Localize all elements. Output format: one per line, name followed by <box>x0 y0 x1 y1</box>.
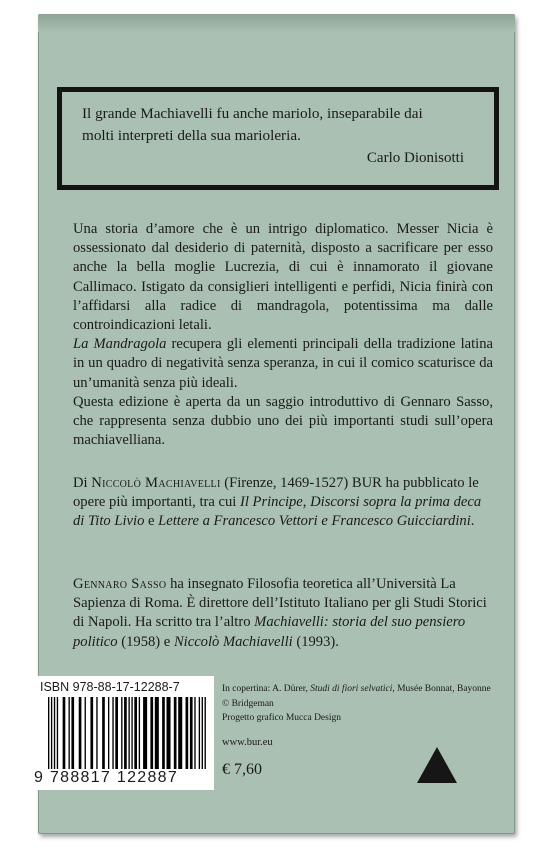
synopsis-paragraph-3: Questa edizione è aperta da un saggio introduttivo di Gennaro Sasso, che rappresenta senza dubbio uno dei più importanti studi sull’opera machiavelliana. <box>73 393 493 449</box>
cover-credit-suffix: , Musée Bonnat, Bayonne <box>392 684 491 694</box>
editor-bio-text <box>73 575 493 652</box>
cover-credit-prefix: In copertina: A. Dürer, <box>222 684 311 694</box>
barcode-bar <box>124 697 127 769</box>
barcode-bar <box>51 697 52 769</box>
editor-work-2: Niccolò Machiavelli <box>173 633 293 650</box>
barcode-bar <box>134 697 137 769</box>
editor-name: Gennaro Sasso <box>73 576 167 592</box>
author-bio-di: Di <box>73 475 92 491</box>
barcode-bar <box>155 697 159 769</box>
barcode-bar <box>202 697 203 769</box>
barcode-bar <box>112 697 113 769</box>
barcode-bar <box>96 697 97 769</box>
work-title-discorsi: Discorsi sopra la prima deca di Tito Livio <box>73 494 482 530</box>
barcode-bar <box>190 697 193 769</box>
barcode-bar <box>194 697 195 769</box>
barcode-bar <box>131 697 132 769</box>
author-bio-t1: (Firenze, 1469-1527) BUR ha pubblicato le opere più importanti, tra cui <box>73 475 479 511</box>
editor-bio-t3: (1993). <box>292 633 339 650</box>
synopsis-title: La Mandragola <box>73 336 167 353</box>
barcode-bar <box>121 697 122 769</box>
author-bio-text <box>73 474 493 532</box>
publisher-website: www.bur.eu <box>222 737 273 748</box>
barcode-icon <box>48 697 206 769</box>
quote-line-2: molti interpreti della sua marioleria. <box>82 127 301 144</box>
editor-bio-t2: (1958) e <box>117 633 174 650</box>
barcode-bar <box>150 697 153 769</box>
quote-author: Carlo Dionisotti <box>366 150 464 166</box>
quote-line-1: Il grande Machiavelli fu anche mariolo, inseparabile dai <box>82 105 423 122</box>
barcode-bar <box>102 697 105 769</box>
synopsis-paragraph-2-text: recupera gli elementi principali della tradizione latina in un quadro di negatività senza speranza, in cui il comico scaturisce da un’umanità senza più ideali. <box>73 336 493 391</box>
quote-text <box>82 103 480 147</box>
author-bio-t4: . <box>470 513 475 530</box>
cover-artwork-title: Studi di fiori selvatici <box>310 684 393 694</box>
barcode-bar <box>205 697 206 769</box>
barcode-bar <box>68 697 69 769</box>
work-title-lettere: Lettere a Francesco Vettori e Francesco Guicciardini <box>158 513 471 530</box>
barcode-bar <box>178 697 182 769</box>
barcode-bar <box>48 697 49 769</box>
barcode-bar <box>71 697 74 769</box>
cover-credits <box>222 682 491 726</box>
barcode-bar <box>54 697 55 769</box>
quote-panel <box>61 91 495 186</box>
barcode-bar <box>85 697 86 769</box>
barcode-bar <box>186 697 189 769</box>
barcode-bar <box>57 697 58 769</box>
barcode-bar <box>199 697 200 769</box>
publisher-triangle-logo-icon <box>417 747 457 783</box>
barcode-bar <box>167 697 171 769</box>
barcode-digits: 9 788817 122887 <box>34 769 179 786</box>
author-name: Niccolò Machiavelli <box>91 475 221 491</box>
barcode-bar <box>143 697 147 769</box>
author-bio-t2: , <box>302 494 311 511</box>
barcode-bar <box>162 697 165 769</box>
barcode-bar <box>115 697 118 769</box>
synopsis-paragraph-1: Una storia d’amore che è un intrigo diplomatico. Messer Nicia è ossessionato dal desiderio di paternità, disposto a sacrificare per esso anche la bella moglie Lucrezia, di cui è innamorato il giovane Callimaco. Istigato da consiglieri intelligenti e perfidi, Nicia finirà con l’affidarsi alla radice di mandragola, potentissima ma dalle controindicazioni letali. <box>73 221 493 334</box>
synopsis-paragraph-2 <box>73 335 493 393</box>
author-bio <box>73 474 493 532</box>
barcode-bar <box>63 697 66 769</box>
author-bio-t3: e <box>144 513 159 530</box>
quote-frame <box>57 87 499 190</box>
price-label: € 7,60 <box>222 761 262 778</box>
copyright-line: © Bridgeman <box>222 698 274 709</box>
editor-bio <box>73 575 493 652</box>
barcode-bar <box>90 697 93 769</box>
barcode-label <box>34 676 214 790</box>
work-title-principe: Il Principe <box>239 494 303 511</box>
editor-work-1: Machiavelli: storia del suo pensiero politico <box>73 614 466 650</box>
cover-credit-line <box>222 682 491 697</box>
barcode-bar <box>139 697 140 769</box>
design-credit: Progetto grafico Mucca Design <box>222 713 341 723</box>
editor-bio-t1: ha insegnato Filosofia teoretica all’Università La Sapienza di Roma. È direttore dell’Istituto Italiano per gli Studi Storici di Napoli. Ha scritto tra l’altro <box>73 576 487 631</box>
barcode-bar <box>108 697 109 769</box>
synopsis <box>73 220 493 450</box>
barcode-bar <box>128 697 129 769</box>
barcode-bar <box>174 697 177 769</box>
barcode-bar <box>79 697 82 769</box>
isbn-text: ISBN 978-88-17-12288-7 <box>40 680 180 694</box>
